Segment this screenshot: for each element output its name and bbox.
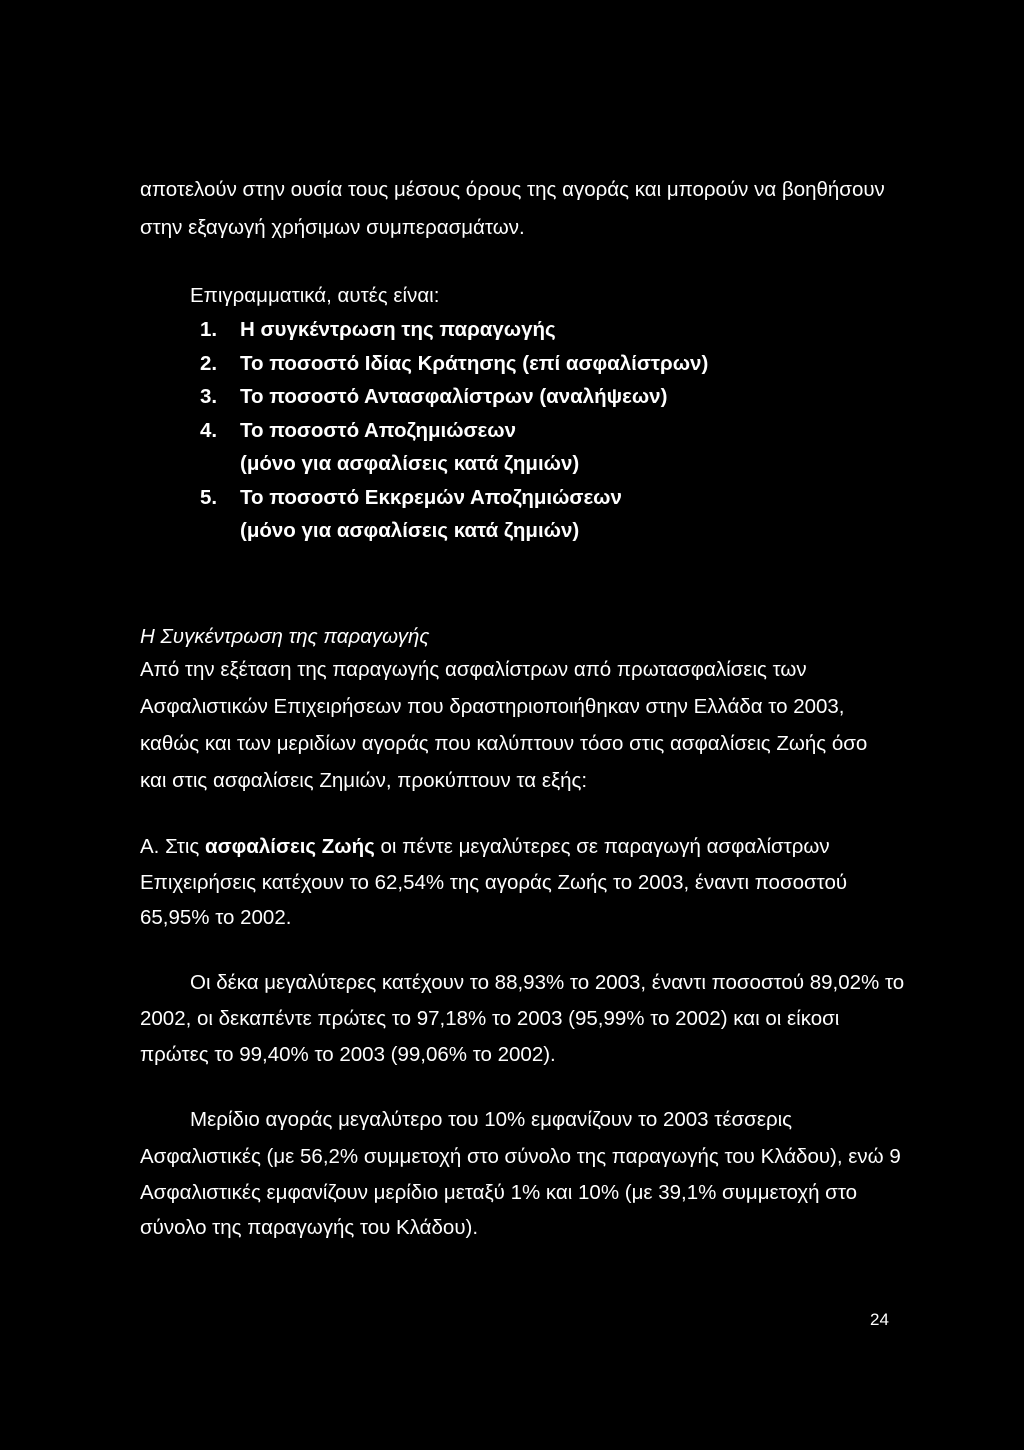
- intro-line-2: στην εξαγωγή χρήσιμων συμπερασμάτων.: [140, 216, 525, 239]
- list-intro: Επιγραμματικά, αυτές είναι:: [190, 284, 440, 307]
- para2-bold-term: ασφαλίσεις Ζωής: [204, 835, 375, 858]
- para4-line-4: σύνολο της παραγωγής του Κλάδου).: [140, 1216, 479, 1239]
- para2-line-2: Επιχειρήσεις κατέχουν το 62,54% της αγοράς Ζωής το 2003, έναντι ποσοστού: [140, 871, 848, 894]
- para1-line-1: Από την εξέταση της παραγωγής ασφαλίστρων από πρωτασφαλίσεις των: [140, 658, 807, 681]
- list-item-2-number: 2.: [200, 352, 218, 375]
- page-number: 24: [870, 1310, 889, 1329]
- list-item-1-text: Η συγκέντρωση της παραγωγής: [240, 318, 556, 341]
- para3-line-1-text: Οι δέκα μεγαλύτερες κατέχουν το 88,93% το 2003, έναντι ποσοστού 89,02% το: [190, 971, 905, 994]
- para1-line-3: καθώς και των μεριδίων αγοράς που καλύπτουν τόσο στις ασφαλίσεις Ζωής όσο: [140, 732, 868, 755]
- section-heading: Η Συγκέντρωση της παραγωγής: [140, 625, 430, 648]
- para1-line-2: Ασφαλιστικών Επιχειρήσεων που δραστηριοποιήθηκαν στην Ελλάδα το 2003,: [140, 695, 845, 718]
- para4-line-1-text: Μερίδιο αγοράς μεγαλύτερο του 10% εμφανίζουν το 2003 τέσσερις: [190, 1108, 793, 1131]
- para4-line-2: Ασφαλιστικές (με 56,2% συμμετοχή στο σύνολο της παραγωγής του Κλάδου), ενώ 9: [140, 1145, 901, 1168]
- para3-line-2: 2002, οι δεκαπέντε πρώτες το 97,18% το 2003 (95,99% το 2002) και οι είκοσι: [140, 1007, 840, 1030]
- intro-line-1: αποτελούν στην ουσία τους μέσους όρους της αγοράς και μπορούν να βοηθήσουν: [140, 178, 885, 201]
- para2-prefix: Α. Στις: [140, 835, 205, 858]
- list-item-4-subtext: (μόνο για ασφαλίσεις κατά ζημιών): [240, 452, 580, 475]
- list-item-5-number: 5.: [200, 486, 218, 509]
- para4-line-1: [140, 1110, 890, 1131]
- list-item-5-subtext: (μόνο για ασφαλίσεις κατά ζημιών): [240, 519, 580, 542]
- list-item-5-text: Το ποσοστό Εκκρεμών Αποζημιώσεων: [240, 486, 622, 509]
- para3-line-3: πρώτες το 99,40% το 2003 (99,06% το 2002).: [140, 1043, 556, 1066]
- list-item-3-number: 3.: [200, 385, 218, 408]
- list-item-4-number: 4.: [200, 419, 218, 442]
- para3-line-1: [140, 971, 905, 994]
- para2-line-3: 65,95% το 2002.: [140, 906, 292, 929]
- list-item-4-text: Το ποσοστό Αποζημιώσεων: [240, 419, 516, 442]
- list-item-2-text: Το ποσοστό Ιδίας Κράτησης (επί ασφαλίστρων): [240, 352, 709, 375]
- list-item-1-number: 1.: [200, 318, 218, 341]
- list-item-3-text: Το ποσοστό Αντασφαλίστρων (αναλήψεων): [240, 385, 668, 408]
- para2-line-1: [140, 837, 890, 858]
- para1-line-4: και στις ασφαλίσεις Ζημιών, προκύπτουν τα εξής:: [140, 769, 588, 792]
- para4-line-3: Ασφαλιστικές εμφανίζουν μερίδιο μεταξύ 1% και 10% (με 39,1% συμμετοχή στο: [140, 1181, 858, 1204]
- para2-suffix: οι πέντε μεγαλύτερες σε παραγωγή ασφαλίστρων: [374, 835, 830, 858]
